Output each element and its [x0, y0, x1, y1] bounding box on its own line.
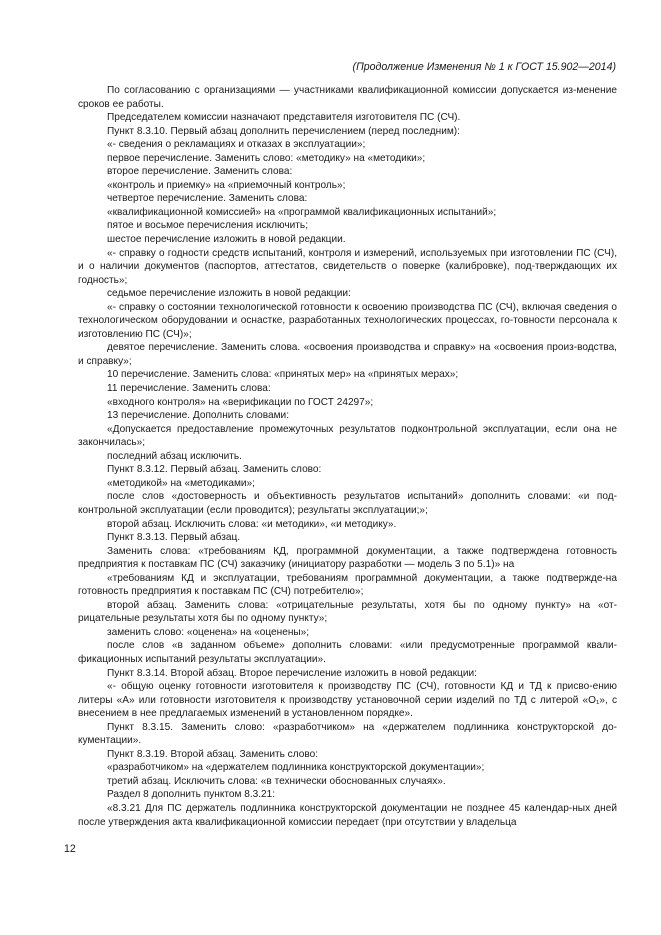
body-paragraph: после слов «в заданном объеме» дополнить словами: «или предусмотренные программой квали-фикационных испытаний результаты эксплуатации». [78, 640, 617, 665]
body-paragraph: после слов «достоверность и объективность результатов испытаний» дополнить словами: «и под-контрольной эксплуатации (если проводится); результаты эксплуатации;»; [78, 491, 617, 516]
body-paragraph: первое перечисление. Заменить слово: «методику» на «методики»; [107, 152, 426, 164]
body-paragraph: «8.3.21 Для ПС держатель подлинника конструкторской документации не позднее 45 календар-ных дней после утверждения акта квалификационной комиссии передает (при отсутствии у владельца [78, 802, 617, 828]
body-paragraph: «Допускается предоставление промежуточных результатов подконтрольной эксплуатации, если она не закончилась»; [78, 423, 617, 449]
body-paragraph: второе перечисление. Заменить слова: [107, 166, 293, 178]
body-paragraph: второй абзац. Заменить слова: «отрицательные результаты, хотя бы по одному пункту» на «от-рицательные результаты хотя бы по одному пункту»; [78, 599, 617, 625]
body-paragraph: Пункт 8.3.14. Второй абзац. Второе перечисление изложить в новой редакции: [107, 667, 477, 679]
body-paragraph: «требованиям КД и эксплуатации, требованиям программной документации, а также подтвержде-на готовность предприятия к поставкам ПС (СЧ) потребителю»; [78, 572, 617, 598]
body-paragraph: пятое и восьмое перечисления исключить; [107, 220, 308, 232]
body-paragraph: третий абзац. Исключить слова: «в технически обоснованных случаях». [107, 775, 446, 787]
document-body [78, 84, 617, 829]
body-paragraph: Пункт 8.3.10. Первый абзац дополнить перечислением (перед последним): [107, 125, 460, 137]
body-paragraph: «контроль и приемку» на «приемочный контроль»; [107, 179, 346, 191]
page-number: 12 [64, 843, 76, 855]
body-paragraph: «- общую оценку готовности изготовителя к производству ПС (СЧ), готовности КД и ТД к присво-ению литеры «А» или готовности изготовителя к производству установочной серии изделий по ТД с литерой «О₁», с внесением в нее предлагаемых изменений в установленном порядке». [78, 681, 617, 720]
body-paragraph: Заменить слова: «требованиям КД, программной документации, а также подтверждена готовность предприятия к поставкам ПС (СЧ) заказчику (инициатору разработки — модель 3 по 5.1)» на [78, 545, 617, 571]
body-paragraph: девятое перечисление. Заменить слова. «освоения производства и справку» на «освоения произ-водства, и справку»; [78, 342, 617, 367]
body-paragraph: «квалификационной комиссией» на «программой квалификационных испытаний»; [107, 206, 497, 218]
body-paragraph: заменить слово: «оценена» на «оценены»; [107, 626, 310, 638]
body-paragraph: Председателем комиссии назначают представителя изготовителя ПС (СЧ). [107, 112, 461, 124]
body-paragraph: «- сведения о рекламациях и отказах в эксплуатации»; [107, 139, 366, 151]
body-paragraph: «разработчиком» на «держателем подлинника конструкторской документации»; [107, 762, 485, 774]
body-paragraph: «методикой» на «методиками»; [107, 477, 255, 489]
body-paragraph: «входного контроля» на «верификации по ГОСТ 24297»; [107, 396, 374, 408]
body-paragraph: «- справку о годности средств испытаний, контроля и измерений, используемых при изготовлении ПС (СЧ), и о наличии документов (паспортов, аттестатов, свидетельств о поверке (калибровке), под-тверждающих их годность»; [78, 247, 617, 286]
body-paragraph: 10 перечисление. Заменить слова: «принятых мер» на «принятых мерах»; [107, 369, 459, 381]
body-paragraph: 11 перечисление. Заменить слова: [107, 383, 271, 395]
running-header: (Продолжение Изменения № 1 к ГОСТ 15.902—2014) [352, 61, 616, 73]
body-paragraph: Пункт 8.3.12. Первый абзац. Заменить слово: [107, 464, 322, 476]
body-paragraph: 13 перечисление. Дополнить словами: [107, 410, 290, 422]
body-paragraph: Пункт 8.3.13. Первый абзац. [107, 532, 241, 544]
body-paragraph: седьмое перечисление изложить в новой редакции: [107, 288, 351, 300]
body-paragraph: шестое перечисление изложить в новой редакции. [107, 234, 346, 246]
body-paragraph: Раздел 8 дополнить пунктом 8.3.21: [107, 789, 276, 801]
body-paragraph: Пункт 8.3.15. Заменить слово: «разработчиком» на «держателем подлинника конструкторской до-кументации». [78, 721, 617, 747]
body-paragraph: четвертое перечисление. Заменить слова: [107, 193, 308, 205]
body-paragraph: «- справку о состоянии технологической готовности к освоению производства ПС (СЧ), включая сведения о технологическом оборудовании и оснастке, разработанных технологических процессах, го-товности персонала к изготовлению ПС (СЧ)»; [78, 301, 617, 340]
body-paragraph: второй абзац. Исключить слова: «и методики», «и методику». [107, 518, 397, 530]
body-paragraph: последний абзац исключить. [107, 450, 242, 462]
body-paragraph: По согласованию с организациями — участниками квалификационной комиссии допускается из-менение сроков ее работы. [78, 85, 617, 110]
body-paragraph: Пункт 8.3.19. Второй абзац. Заменить слово: [107, 748, 318, 760]
